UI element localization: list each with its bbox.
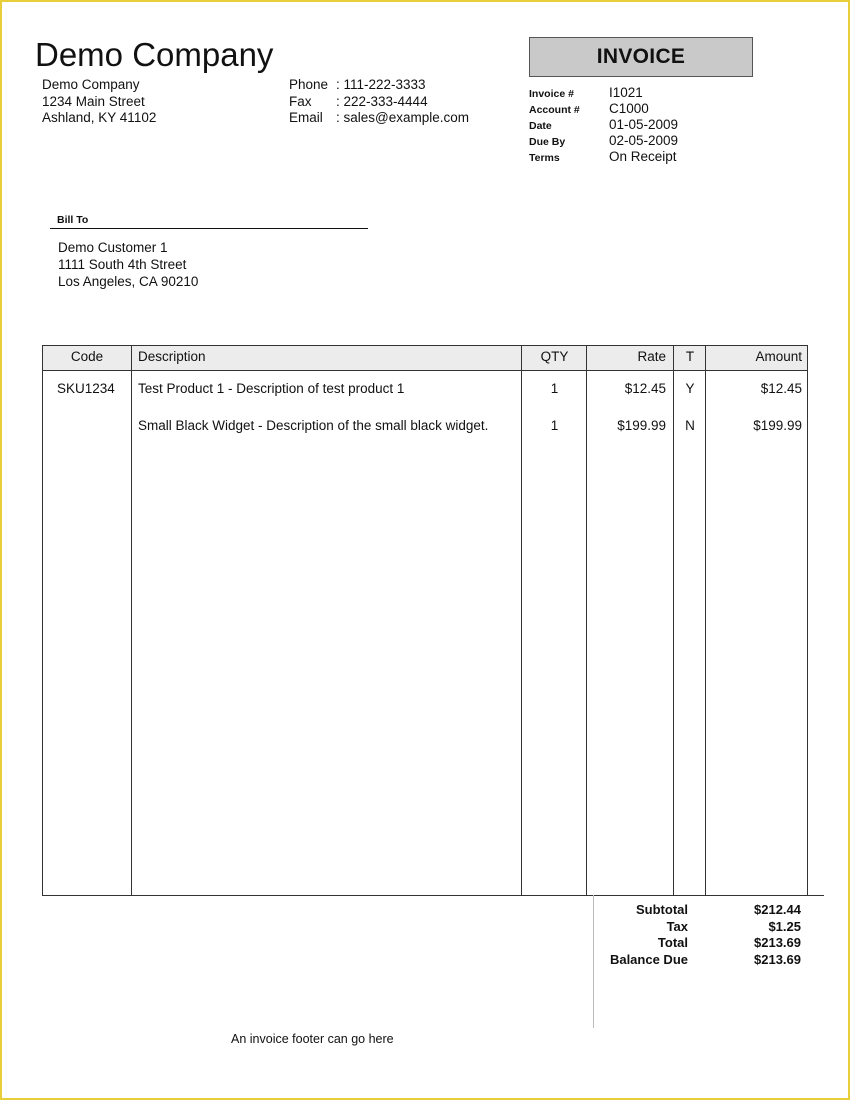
totals-row xyxy=(594,919,814,936)
row-qty: 1 xyxy=(550,418,559,433)
row-description: Test Product 1 - Description of test product 1 xyxy=(138,381,405,396)
header-qty: QTY xyxy=(540,349,569,364)
totals-label: Total xyxy=(657,935,688,950)
bill-to-address xyxy=(58,239,198,290)
contact-label: Email xyxy=(289,110,323,125)
row-tax: Y xyxy=(685,381,695,396)
meta-row xyxy=(529,116,678,132)
header-description: Description xyxy=(138,349,206,364)
bill-to-line: Los Angeles, CA 90210 xyxy=(58,274,199,289)
bill-to-line: Demo Customer 1 xyxy=(58,240,168,255)
totals-row xyxy=(594,902,814,919)
row-amount: $199.99 xyxy=(753,418,802,433)
header-tax: T xyxy=(685,349,695,364)
column-divider xyxy=(131,346,132,895)
meta-row xyxy=(529,84,678,100)
bill-to-label: Bill To xyxy=(50,214,368,229)
contact-label: Phone xyxy=(289,77,329,92)
totals-block xyxy=(594,902,814,968)
invoice-heading: INVOICE xyxy=(529,37,753,77)
address-line: 1234 Main Street xyxy=(42,93,145,109)
address-line: Ashland, KY 41102 xyxy=(42,110,157,125)
meta-label: Account # xyxy=(529,104,580,116)
row-tax: N xyxy=(685,418,695,433)
contact-value: : 111-222-3333 xyxy=(336,77,426,92)
row-description: Small Black Widget - Description of the small black widget. xyxy=(138,418,489,433)
meta-value: On Receipt xyxy=(609,149,677,164)
totals-row xyxy=(594,935,814,952)
contact-phone xyxy=(289,77,469,94)
table-header xyxy=(43,346,807,371)
totals-value: $213.69 xyxy=(754,951,801,967)
meta-row xyxy=(529,148,678,164)
meta-row xyxy=(529,100,678,116)
invoice-footer: An invoice footer can go here xyxy=(231,1032,394,1046)
header-code: Code xyxy=(70,349,104,364)
totals-value: $212.44 xyxy=(754,902,801,917)
meta-label: Date xyxy=(529,120,552,132)
meta-value: I1021 xyxy=(609,85,643,100)
table-bottom-rule xyxy=(42,895,824,896)
row-rate: $199.99 xyxy=(617,418,666,433)
row-code: SKU1234 xyxy=(57,381,115,396)
contact-value: : sales@example.com xyxy=(336,110,470,125)
company-title: Demo Company xyxy=(35,36,274,73)
meta-label: Invoice # xyxy=(529,88,574,100)
contact-label: Fax xyxy=(289,93,312,109)
line-items-table xyxy=(42,345,808,896)
row-rate: $12.45 xyxy=(624,381,666,396)
totals-row xyxy=(594,952,814,969)
totals-value: $213.69 xyxy=(754,935,801,950)
invoice-meta xyxy=(529,84,678,164)
meta-label: Terms xyxy=(529,152,560,164)
address-line: Demo Company xyxy=(42,77,140,92)
contact-value: : 222-333-4444 xyxy=(336,93,428,109)
meta-value: 01-05-2009 xyxy=(609,117,679,132)
bill-to-line: 1111 South 4th Street xyxy=(58,257,187,272)
totals-label: Subtotal xyxy=(636,902,688,917)
header-rate: Rate xyxy=(637,349,666,364)
meta-row xyxy=(529,132,678,148)
meta-label: Due By xyxy=(529,136,566,148)
contact-email xyxy=(289,110,469,127)
header-amount: Amount xyxy=(755,349,802,364)
row-amount: $12.45 xyxy=(760,381,802,396)
meta-value: C1000 xyxy=(609,101,649,116)
company-contact xyxy=(289,77,469,127)
totals-value: $1.25 xyxy=(768,918,801,934)
company-address xyxy=(42,77,156,127)
totals-label: Balance Due xyxy=(609,951,688,967)
contact-fax xyxy=(289,94,469,111)
totals-label: Tax xyxy=(666,918,688,934)
meta-value: 02-05-2009 xyxy=(609,133,679,148)
row-qty: 1 xyxy=(550,381,559,396)
